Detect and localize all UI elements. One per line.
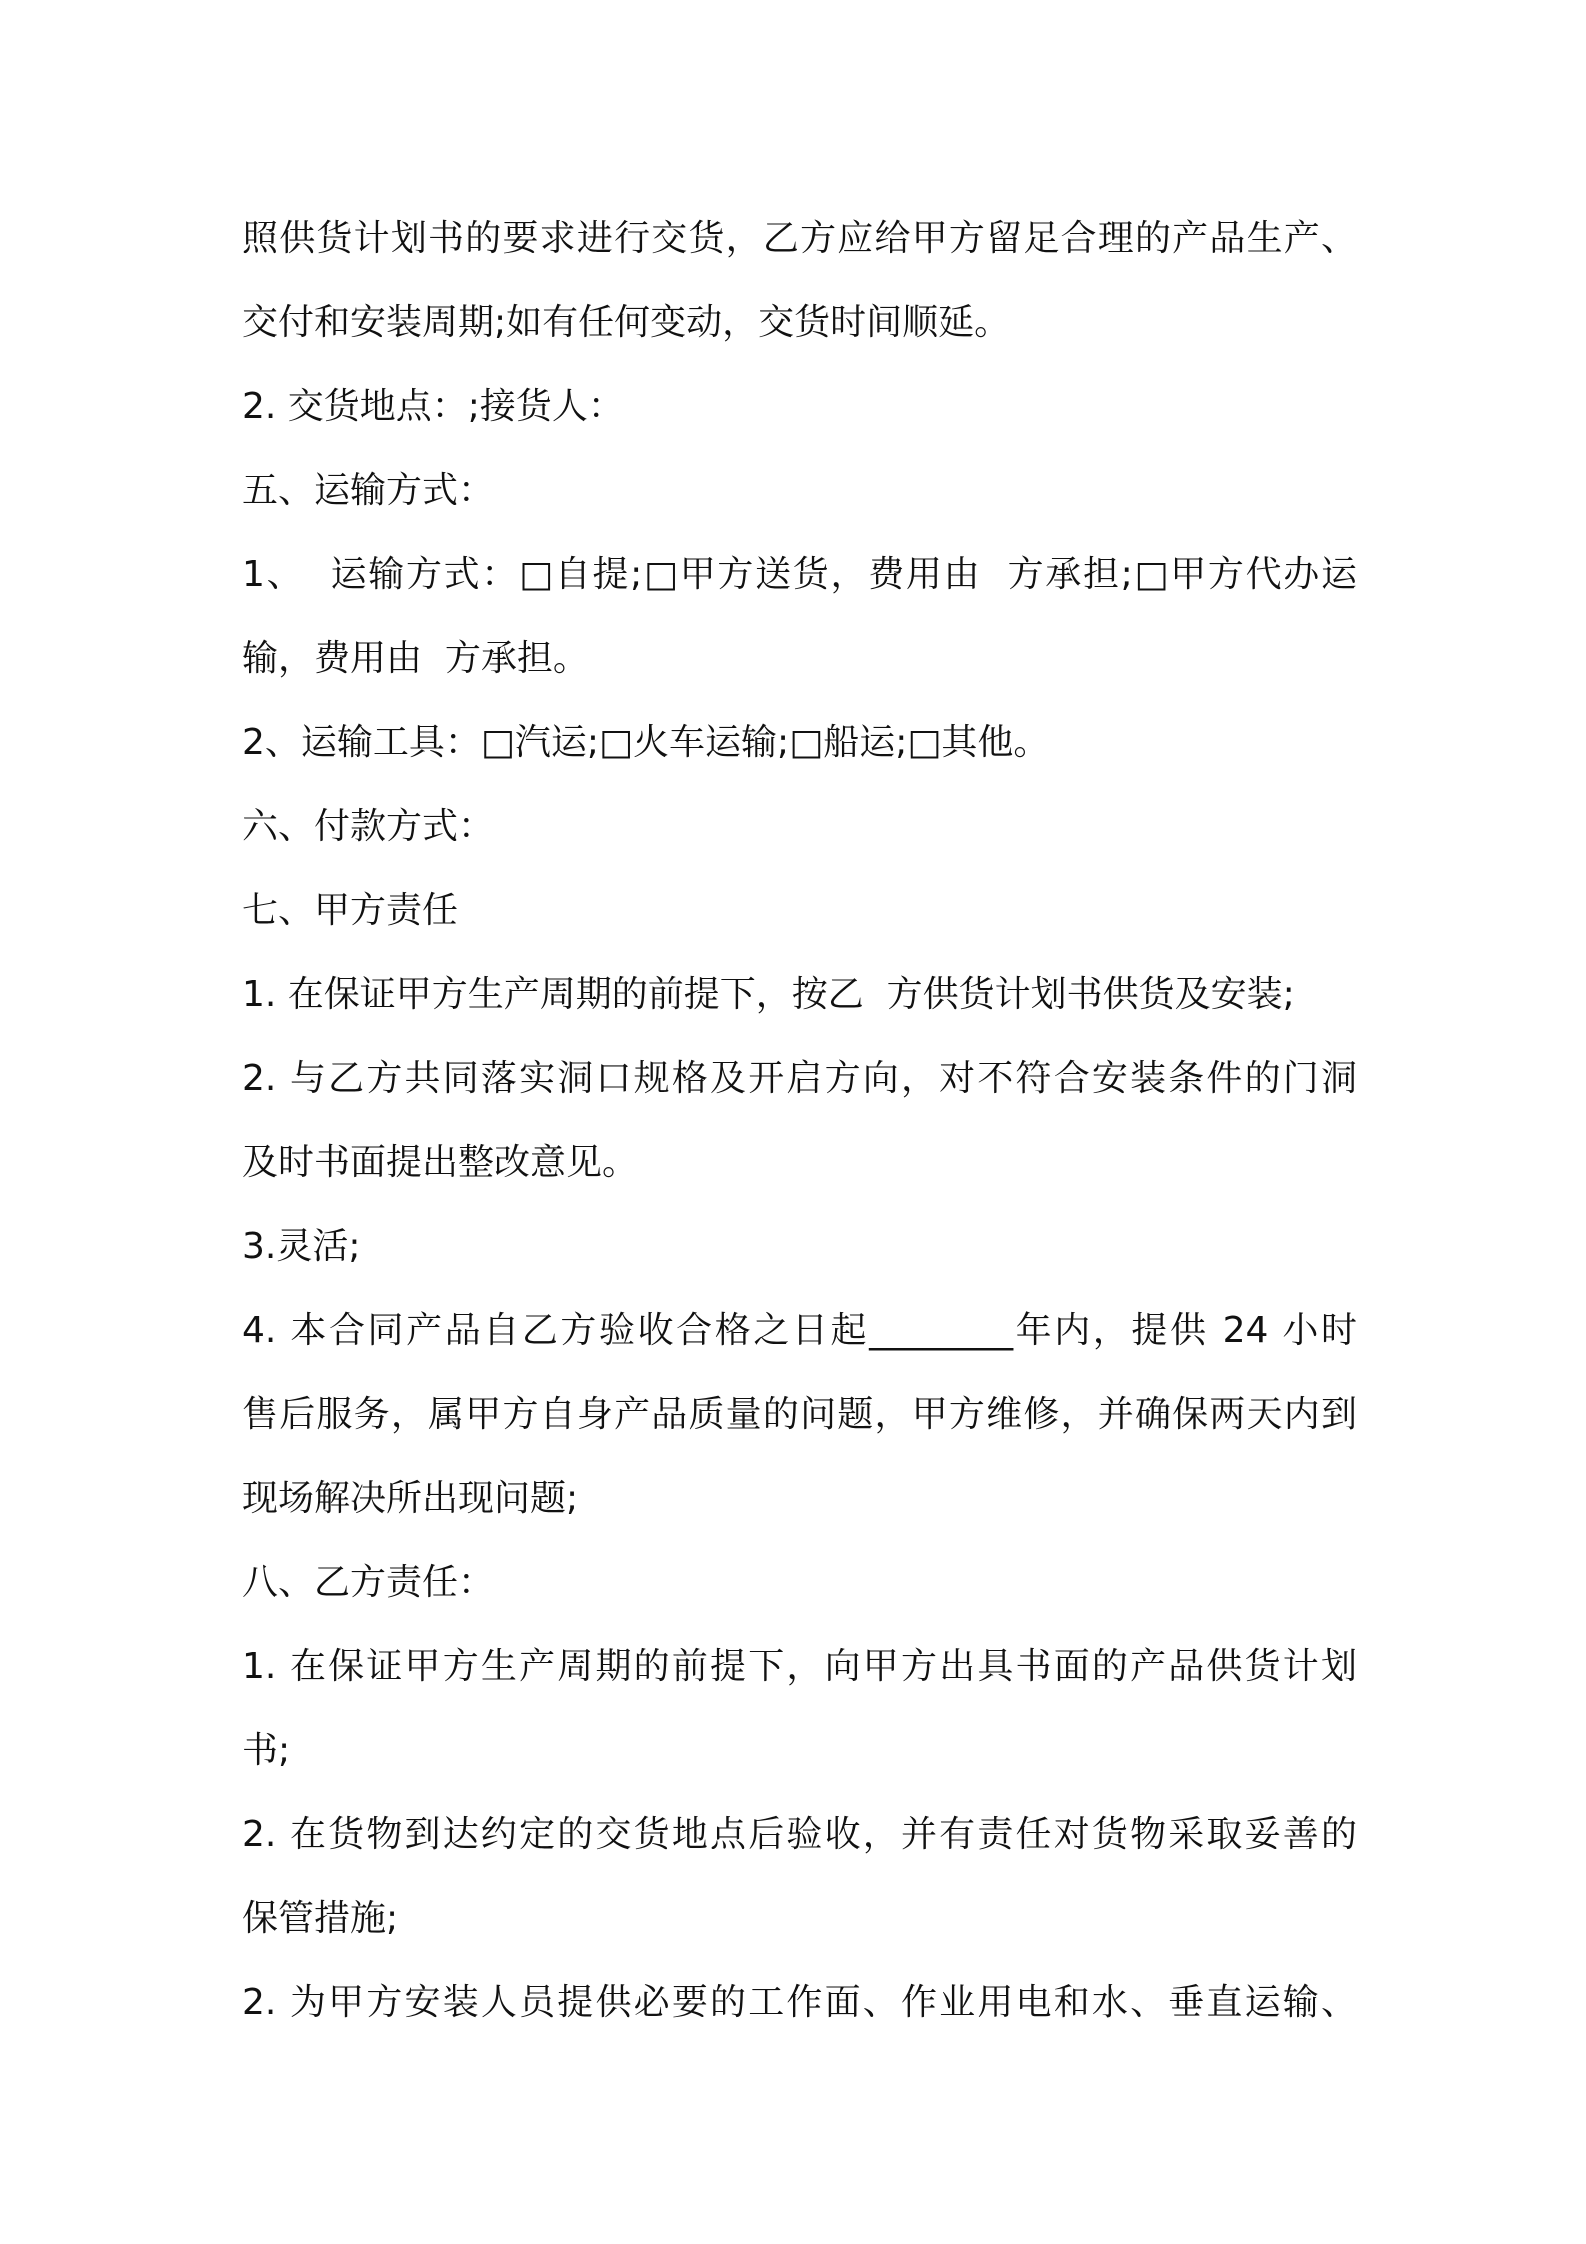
text-line: 书;: [242, 1730, 291, 1771]
text-line: 3.灵活;: [242, 1226, 361, 1267]
text-line: 2. 与乙方共同落实洞口规格及开启方向，对不符合安装条件的门洞: [242, 1058, 1357, 1099]
text-line: 2. 在货物到达约定的交货地点后验收，并有责任对货物采取妥善的: [242, 1814, 1357, 1855]
text-line: 保管措施;: [242, 1898, 399, 1939]
section-heading: 六、付款方式：: [242, 806, 495, 847]
text-line: 现场解决所出现问题;: [242, 1478, 579, 1519]
section-heading: 五、运输方式：: [242, 470, 495, 511]
text-line: 4. 本合同产品自乙方验收合格之日起________年内，提供 24 小时: [242, 1310, 1357, 1351]
text-line: 2. 为甲方安装人员提供必要的工作面、作业用电和水、垂直运输、: [242, 1982, 1357, 2023]
text-line: 输，费用由 方承担。: [242, 638, 589, 679]
text-line: 售后服务，属甲方自身产品质量的问题，甲方维修，并确保两天内到: [242, 1394, 1357, 1435]
section-heading: 八、乙方责任：: [242, 1562, 495, 1603]
document-body: [242, 197, 1357, 2045]
text-line: 2、运输工具：□汽运;□火车运输;□船运;□其他。: [242, 722, 1050, 763]
text-line: 交付和安装周期;如有任何变动，交货时间顺延。: [242, 302, 1011, 343]
section-heading: 七、甲方责任: [242, 890, 459, 931]
text-line: 1. 在保证甲方生产周期的前提下，按乙 方供货计划书供货及安装;: [242, 974, 1295, 1015]
text-line: 及时书面提出整改意见。: [242, 1142, 639, 1183]
text-line: 2. 交货地点：;接货人：: [242, 386, 624, 427]
text-line: 1. 在保证甲方生产周期的前提下，向甲方出具书面的产品供货计划: [242, 1646, 1357, 1687]
text-line: 照供货计划书的要求进行交货，乙方应给甲方留足合理的产品生产、: [242, 218, 1357, 259]
text-line: 1、 运输方式：□自提;□甲方送货，费用由 方承担;□甲方代办运: [242, 554, 1357, 595]
